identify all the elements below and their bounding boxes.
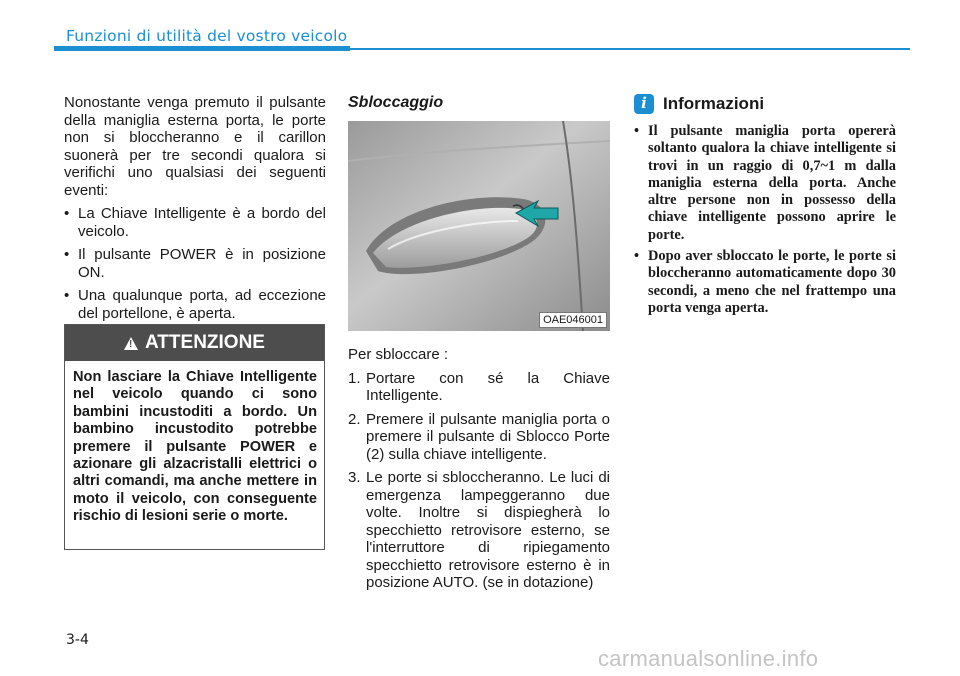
header-bar bbox=[54, 46, 350, 51]
warning-title: ATTENZIONE bbox=[145, 332, 265, 353]
list-item: 1. Portare con sé la Chiave Intelligente. bbox=[348, 369, 610, 404]
info-icon: i bbox=[634, 94, 654, 114]
list-item: • Una qualunque porta, ad eccezione del portellone, è aperta. bbox=[64, 287, 326, 322]
list-item: • La Chiave Intelligente è a bordo del veicolo. bbox=[64, 205, 326, 240]
info-box bbox=[634, 94, 896, 317]
list-item: • Il pulsante maniglia porta opererà soltanto qualora la chiave intelligente si trovi in un raggio di 0,7~1 m dalla maniglia esterna della porta. Anche altre persone non in possesso della chiave intelligente possono aprire le porte. bbox=[634, 123, 896, 244]
warning-header bbox=[65, 325, 324, 361]
info-title: Informazioni bbox=[663, 94, 765, 114]
unlock-steps bbox=[348, 346, 610, 592]
warning-box bbox=[64, 324, 325, 550]
header-rule bbox=[350, 48, 910, 50]
door-handle-photo bbox=[348, 121, 610, 331]
info-list bbox=[634, 123, 896, 317]
subtitle: Sbloccaggio bbox=[348, 94, 444, 111]
list-item: • Il pulsante POWER è in posizione ON. bbox=[64, 246, 326, 281]
info-header bbox=[634, 94, 896, 114]
warning-text: Non lasciare la Chiave Intelligente nel veicolo quando ci sono bambini incustoditi a bordo. Un bambino incustodito potrebbe premere il pulsante POWER e azionare gli alzacristalli elettrici o altri comandi, ma anche mettere in moto il veicolo, con conseguente rischio di lesioni serie o morte. bbox=[73, 369, 317, 525]
section-title: Funzioni di utilità del vostro veicolo bbox=[66, 27, 348, 45]
list-item: 2. Premere il pulsante maniglia porta o premere il pulsante di Sblocco Porte (2) sulla chiave intelligente. bbox=[348, 410, 610, 463]
column-1 bbox=[64, 94, 326, 322]
intro-paragraph: Nonostante venga premuto il pulsante della maniglia esterna porta, le porte non si bloccheranno e il carillon suonerà per tre secondi qualora si verifichi uno qualsiasi dei seguenti eventi: bbox=[64, 94, 326, 199]
warning-triangle-icon: ! bbox=[124, 337, 138, 350]
list-item: 3. Le porte si sbloccheranno. Le luci di emergenza lampeggeranno due volte. Inoltre si dispiegherà lo specchietto retrovisore esterno, se l'interruttore di ripiegamento specchietto retrovisore esterno è in posizione AUTO. (se in dotazione) bbox=[348, 469, 610, 591]
image-label: OAE046001 bbox=[539, 312, 607, 328]
door-handle-illustration bbox=[348, 121, 610, 331]
list-item: • Dopo aver sbloccato le porte, le porte si bloccheranno automaticamente dopo 30 secondi, a meno che nel frattempo una porta venga aperta. bbox=[634, 248, 896, 317]
steps-lead: Per sbloccare : bbox=[348, 346, 449, 363]
watermark: carmanualsonline.info bbox=[598, 646, 819, 671]
page-number: 3-4 bbox=[66, 632, 89, 648]
column-2 bbox=[348, 94, 610, 112]
